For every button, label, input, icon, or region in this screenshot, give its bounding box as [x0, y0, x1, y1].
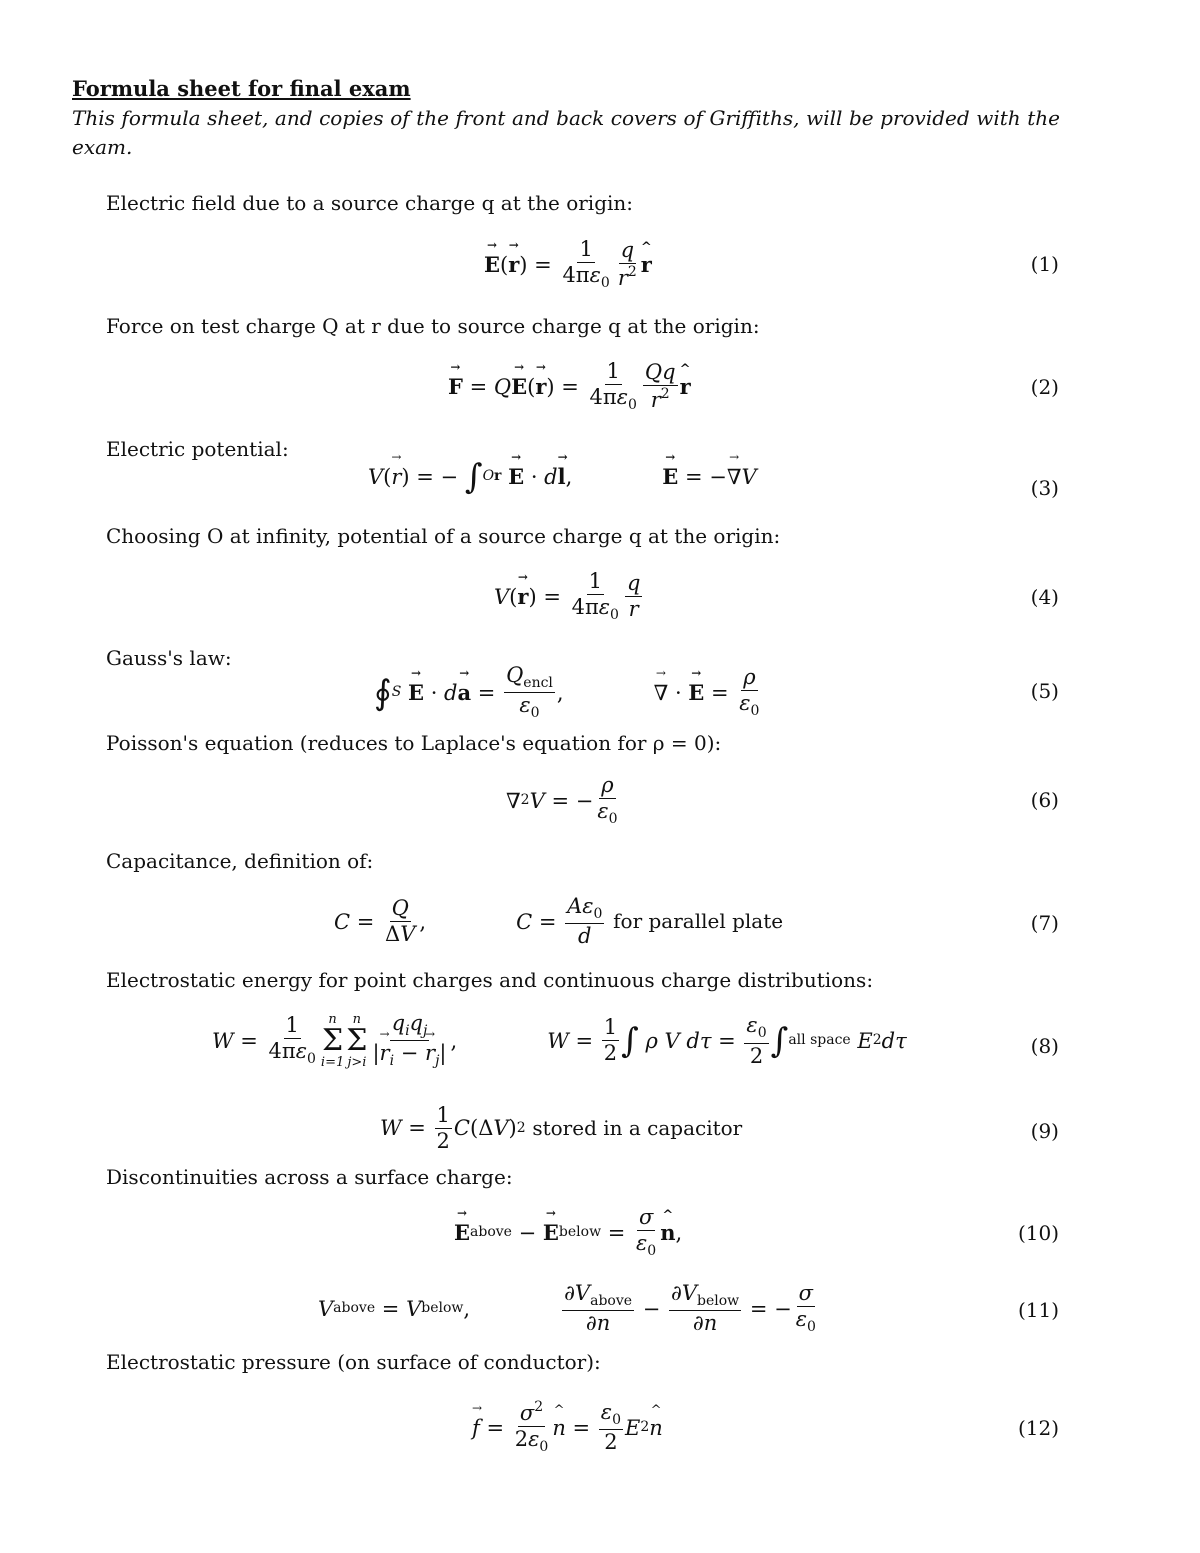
page-subtitle: This formula sheet, and copies of the front and back covers of Griffiths, will be provided with the exam. — [72, 106, 1060, 159]
stored-capacitor-text: stored in a capacitor — [532, 1116, 743, 1141]
paragraph-electric-field: Electric field due to a source charge q at the origin: — [106, 191, 634, 215]
paragraph-capacitance: Capacitance, definition of: — [106, 849, 374, 873]
paragraph-poisson: Poisson's equation (reduces to Laplace's equation for ρ = 0): — [106, 731, 722, 755]
equation-6: ∇ 2 V = − $\frac{\rho}{\varepsilon_0}$ — [506, 773, 618, 828]
paragraph-potential-choosing: Choosing O at infinity, potential of a source charge q at the origin: — [106, 524, 781, 548]
paragraph-electrostatic-energy: Electrostatic energy for point charges and continuous charge distributions: — [106, 968, 874, 992]
equation-5: ∮ S → E · d → a = $\frac{Q_{encl}}{\varepsilon_0}$ , → ∇ · → E = $\frac{\rho}{\varepsilon_0}$ — [374, 664, 763, 722]
equation-number-5: (5) — [1030, 679, 1059, 703]
all-space-subscript: all space — [788, 1032, 851, 1049]
equation-10: → E above − → E below = $\frac{\sigma}{\varepsilon_0}$ ^ n , — [454, 1206, 682, 1259]
equation-number-2: (2) — [1030, 375, 1059, 399]
equation-number-11: (11) — [1017, 1298, 1059, 1322]
equation-1: → E ( → r ) = $\frac{1}{4\pi\varepsilon_0}$ $\frac{q}{r^2}$ ^ r — [484, 238, 652, 291]
equation-2: → F = Q → E ( → r ) = $\frac{1}{4\pi\varepsilon_0}$ $\frac{Qq}{r^2}$ ^ r — [448, 360, 691, 413]
equation-7: C = $\frac{Q}{\Delta V}$ , C = $\frac{A\varepsilon_0}{d}$ for parallel plate — [334, 894, 784, 949]
below-subscript-e: below — [558, 1223, 602, 1240]
paragraph-electric-potential: Electric potential: — [106, 437, 289, 461]
above-subscript-e: above — [470, 1223, 512, 1240]
equation-number-7: (7) — [1030, 911, 1059, 935]
page-title: Formula sheet for final exam — [72, 76, 411, 101]
above-subscript-v: above — [333, 1299, 376, 1316]
parallel-plate-text: for parallel plate — [613, 909, 784, 934]
equation-number-8: (8) — [1030, 1034, 1059, 1058]
equation-4: V ( → r ) = $\frac{1}{4\pi\varepsilon_0}$ $\frac{q}{r}$ — [494, 570, 644, 623]
equation-8: W = $\frac{1}{4\pi\varepsilon_0}$ n Σ i=1 n Σ j>i $\frac{q_iq_j}{|\to r_i - \to r_j|}$ , W = $\frac{1}{2}$ ∫ ρ V dτ = $\frac{\varepsilon_0}{2}$ ∫ all space E 2 dτ — [212, 1012, 907, 1070]
equation-number-9: (9) — [1030, 1119, 1059, 1143]
equation-number-4: (4) — [1030, 585, 1059, 609]
paragraph-discontinuities: Discontinuities across a surface charge: — [106, 1165, 513, 1189]
equation-number-1: (1) — [1030, 252, 1059, 276]
equation-number-12: (12) — [1017, 1416, 1059, 1440]
equation-9: W = $\frac{1}{2}$ C (Δ V ) 2 stored in a capacitor — [380, 1103, 743, 1154]
below-subscript-v: below — [421, 1299, 464, 1316]
paragraph-electrostatic-pressure: Electrostatic pressure (on surface of conductor): — [106, 1350, 601, 1374]
equation-number-3: (3) — [1030, 476, 1059, 500]
paragraph-force: Force on test charge Q at r due to source charge q at the origin: — [106, 314, 760, 338]
below-subscript-dv: below — [697, 1293, 740, 1309]
equation-number-10: (10) — [1017, 1221, 1059, 1245]
above-subscript-dv: above — [590, 1293, 633, 1309]
paragraph-gauss-law: Gauss's law: — [106, 646, 232, 670]
equation-12: → f = $\frac{\sigma^2}{2\varepsilon_0}$ ^ n = $\frac{\varepsilon_0}{2}$ E 2 ^ n — [472, 1400, 663, 1455]
equation-number-6: (6) — [1030, 788, 1059, 812]
equation-3: V ( → r ) = − ∫ O r → E · d → l , → E = − → ∇ V — [368, 460, 757, 494]
encl-subscript: encl — [523, 675, 553, 691]
equation-11: V above = V below , $\frac{\partial V_{above}}{\partial n}$ − $\frac{\partial V_{below}}{\partial n}$ = − $\frac{\sigma}{\varepsilon_0}$ — [318, 1281, 816, 1336]
